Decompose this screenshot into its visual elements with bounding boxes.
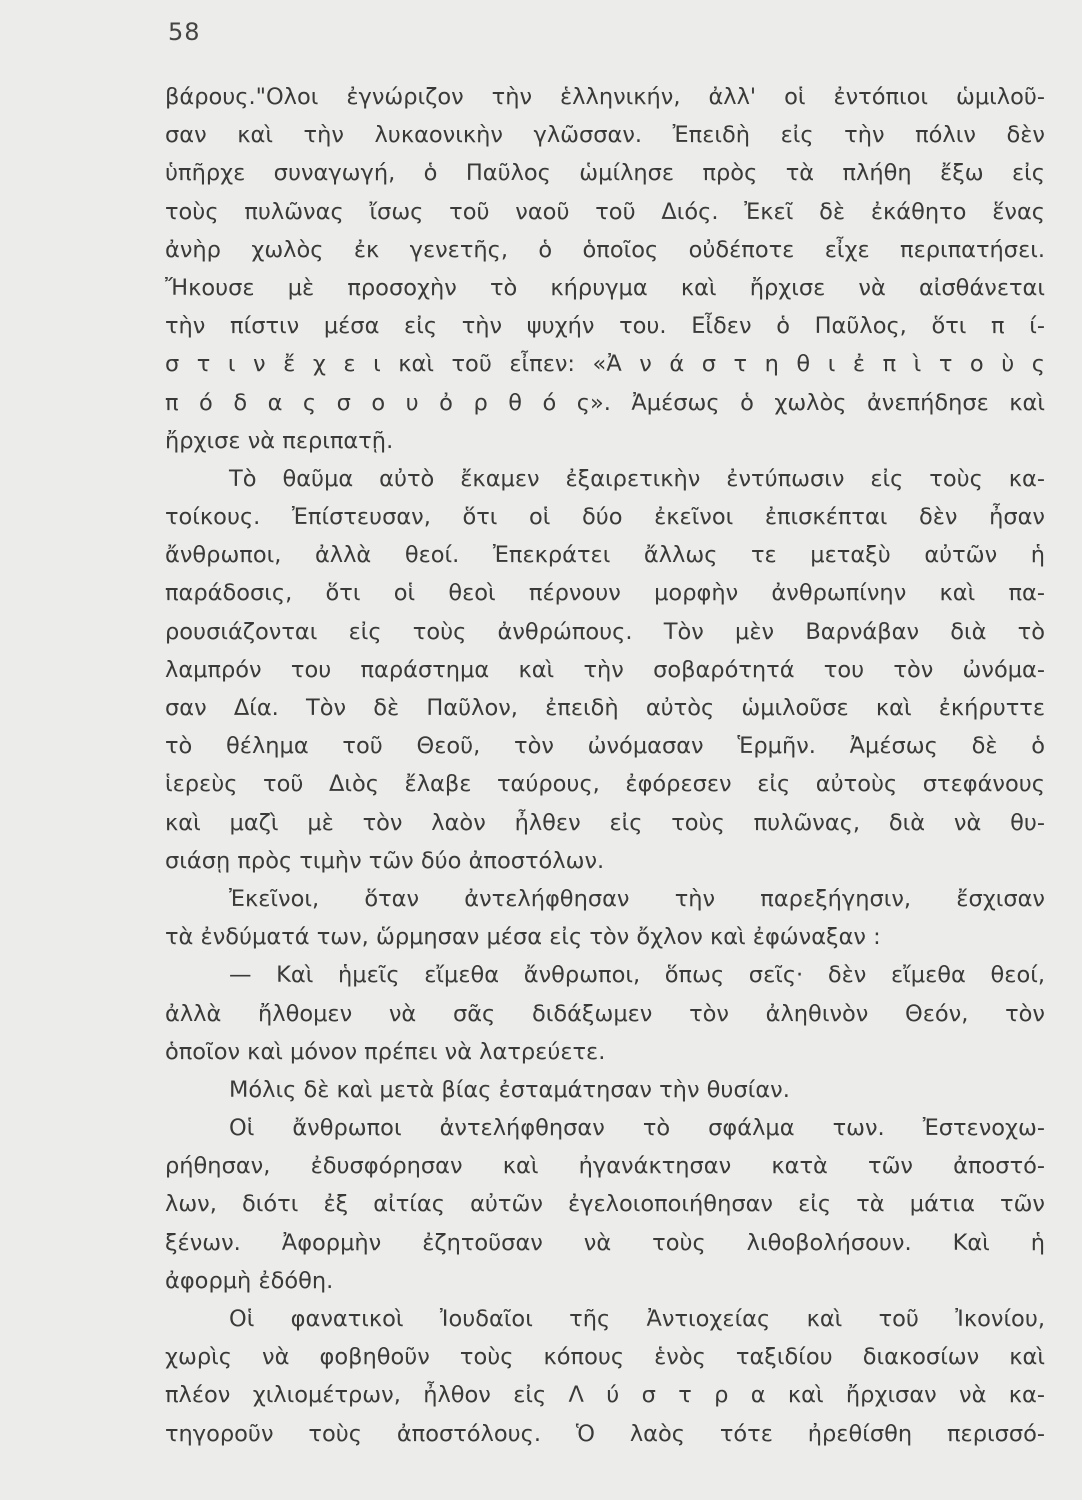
text-line: ἱερεὺς τοῦ Διὸς ἔλαβε ταύρους, ἐφόρεσεν εἰς αὐτοὺς στεφάνους	[165, 771, 1045, 798]
text-line: ἀλλὰ ἤλθομεν νὰ σᾶς διδάξωμεν τὸν ἀληθινὸν Θεόν, τὸν	[165, 1000, 1045, 1027]
page-number: 58	[168, 18, 201, 46]
text-line: Ἐκεῖνοι, ὅταν ἀντελήφθησαν τὴν παρεξήγησιν, ἔσχισαν	[229, 885, 1045, 912]
text-line: ἀνὴρ χωλὸς ἐκ γενετῆς, ὁ ὁποῖος οὐδέποτε εἶχε περιπατήσει.	[165, 236, 1045, 263]
text-line: Μόλις δὲ καὶ μετὰ βίας ἐσταμάτησαν τὴν θυσίαν.	[229, 1076, 790, 1103]
text-line: ρήθησαν, ἐδυσφόρησαν καὶ ἠγανάκτησαν κατὰ τῶν ἀποστό-	[165, 1153, 1045, 1180]
paragraph	[165, 880, 1045, 956]
paragraph	[165, 1109, 1045, 1300]
text-line: σαν Δία. Τὸν δὲ Παῦλον, ἐπειδὴ αὐτὸς ὡμιλοῦσε καὶ ἐκήρυττε	[165, 695, 1045, 721]
text-line: τὴν πίστιν μέσα εἰς τὴν ψυχήν του. Εἶδεν ὁ Παῦλος, ὅτι π ί-	[165, 313, 1045, 340]
body-text	[165, 78, 1045, 1453]
text-line: χωρὶς νὰ φοβηθοῦν τοὺς κόπους ἑνὸς ταξιδίου διακοσίων καὶ	[165, 1344, 1045, 1371]
text-line: λων, διότι ἐξ αἰτίας αὐτῶν ἐγελοιοποιήθησαν εἰς τὰ μάτια τῶν	[165, 1191, 1045, 1218]
text-line: παράδοσις, ὅτι οἱ θεοὶ πέρνουν μορφὴν ἀνθρωπίνην καὶ πα-	[165, 580, 1045, 607]
text-line: τὰ ἐνδύματά των, ὥρμησαν μέσα εἰς τὸν ὄχλον καὶ ἐφώναξαν :	[165, 924, 881, 951]
text-line: σαν καὶ τὴν λυκαονικὴν γλῶσσαν. Ἐπειδὴ εἰς τὴν πόλιν δὲν	[165, 122, 1045, 149]
text-line: πλέον χιλιομέτρων, ἦλθον εἰς Λ ύ σ τ ρ α καὶ ἤρχισαν νὰ κα-	[165, 1382, 1045, 1409]
text-line: ὑπῆρχε συναγωγή, ὁ Παῦλος ὡμίλησε πρὸς τὰ πλήθη ἔξω εἰς	[165, 160, 1045, 187]
text-line: ἄνθρωποι, ἀλλὰ θεοί. Ἐπεκράτει ἄλλως τε μεταξὺ αὐτῶν ἡ	[165, 542, 1045, 569]
text-line: ὁποῖον καὶ μόνον πρέπει νὰ λατρεύετε.	[165, 1038, 606, 1065]
text-line: σιάσῃ πρὸς τιμὴν τῶν δύο ἀποστόλων.	[165, 847, 605, 874]
text-line: βάρους."Ολοι ἐγνώριζον τὴν ἑλληνικήν, ἀλλ' οἱ ἐντόπιοι ὡμιλοῦ-	[165, 84, 1045, 110]
paragraph	[165, 956, 1045, 1071]
text-line: ἀφορμὴ ἐδόθη.	[165, 1267, 334, 1294]
paragraph	[165, 1071, 1045, 1109]
text-line: τοίκους. Ἐπίστευσαν, ὅτι οἱ δύο ἐκεῖνοι ἐπισκέπται δὲν ἦσαν	[165, 504, 1045, 531]
text-line: Τὸ θαῦμα αὐτὸ ἔκαμεν ἐξαιρετικὴν ἐντύπωσιν εἰς τοὺς κα-	[229, 465, 1045, 492]
text-line: τοὺς πυλῶνας ἴσως τοῦ ναοῦ τοῦ Διός. Ἐκεῖ δὲ ἐκάθητο ἕνας	[165, 198, 1045, 225]
text-line: Οἱ ἄνθρωποι ἀντελήφθησαν τὸ σφάλμα των. Ἐστενοχω-	[229, 1115, 1045, 1142]
text-line: ξένων. Ἀφορμὴν ἐζητοῦσαν νὰ τοὺς λιθοβολήσουν. Καὶ ἡ	[165, 1229, 1045, 1256]
paragraph	[165, 1300, 1045, 1453]
text-line: Ἤκουσε μὲ προσοχὴν τὸ κήρυγμα καὶ ἤρχισε νὰ αἰσθάνεται	[165, 274, 1045, 301]
text-line: Οἱ φανατικοὶ Ἰουδαῖοι τῆς Ἀντιοχείας καὶ τοῦ Ἰκονίου,	[229, 1306, 1045, 1332]
text-line: π ό δ α ς σ ο υ ὀ ρ θ ό ς». Ἀμέσως ὁ χωλὸς ἀνεπήδησε καὶ	[165, 389, 1045, 416]
text-line: τηγοροῦν τοὺς ἀποστόλους. Ὁ λαὸς τότε ἠρεθίσθη περισσό-	[165, 1420, 1045, 1447]
text-line: ἤρχισε νὰ περιπατῇ.	[165, 427, 394, 454]
paragraph	[165, 460, 1045, 880]
text-line: λαμπρόν του παράστημα καὶ τὴν σοβαρότητά του τὸν ὠνόμα-	[165, 656, 1045, 683]
text-line: καὶ μαζὶ μὲ τὸν λαὸν ἦλθεν εἰς τοὺς πυλῶνας, διὰ νὰ θυ-	[165, 809, 1045, 836]
text-line: — Καὶ ἡμεῖς εἴμεθα ἄνθρωποι, ὅπως σεῖς· δὲν εἴμεθα θεοί,	[229, 962, 1045, 989]
text-line: ρουσιάζονται εἰς τοὺς ἀνθρώπους. Τὸν μὲν Βαρνάβαν διὰ τὸ	[165, 618, 1045, 645]
paragraph	[165, 78, 1045, 460]
text-line: τὸ θέλημα τοῦ Θεοῦ, τὸν ὠνόμασαν Ἑρμῆν. Ἀμέσως δὲ ὁ	[165, 733, 1045, 760]
text-line: σ τ ι ν ἔ χ ε ι καὶ τοῦ εἶπεν: «Ἀ ν ά σ τ η θ ι ἐ π ὶ τ ο ὺ ς	[165, 351, 1045, 378]
